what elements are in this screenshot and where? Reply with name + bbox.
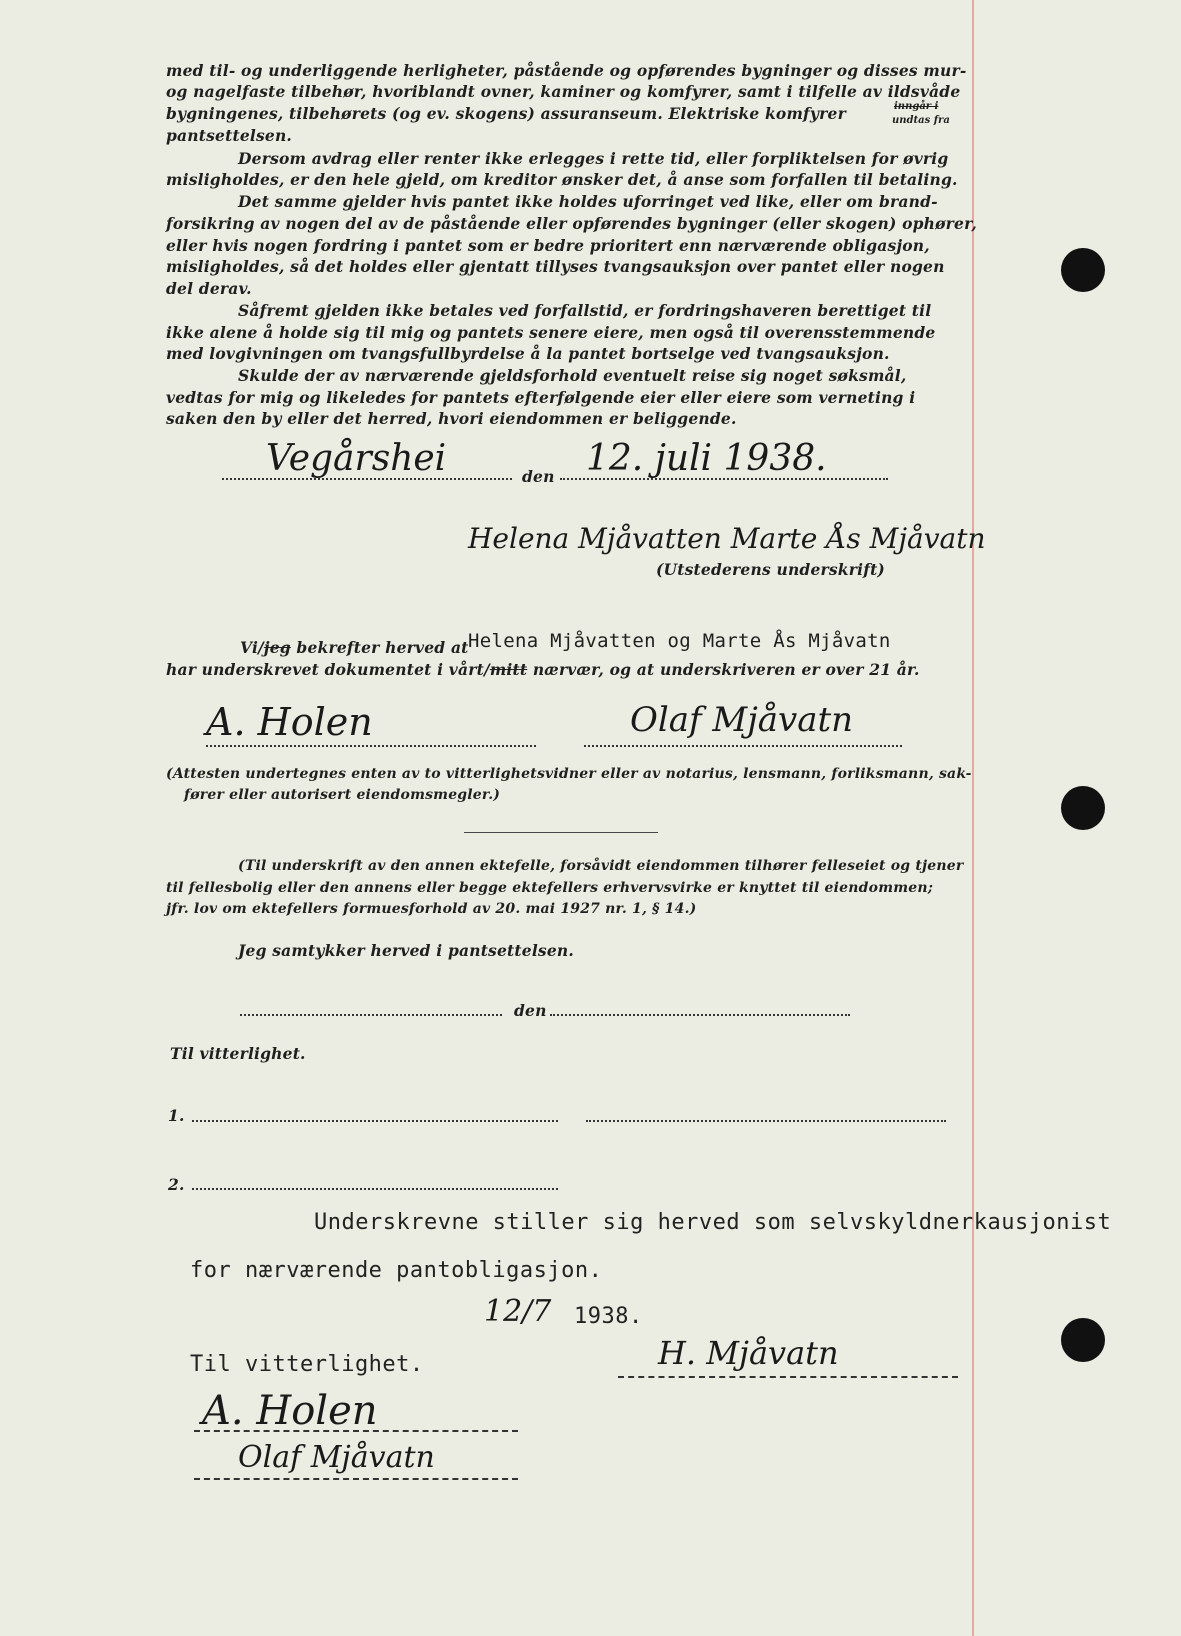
consent-line-date <box>550 1014 850 1016</box>
place-handwritten: Vegårshei <box>266 438 447 479</box>
witness-number-1: 1. <box>168 1106 185 1125</box>
vi-label: Vi/ <box>240 638 264 657</box>
margin-note-struck: inngår i <box>894 101 939 112</box>
jeg-struck: jeg <box>263 638 291 657</box>
body-line: med lovgivningen om tvangsfullbyrdelse å la pantet bortselge ved tvangsauksjon. <box>166 344 890 363</box>
body-line: bygningenes, tilbehørets (og ev. skogens) assuranseum. Elektriske komfyrer <box>166 104 846 123</box>
confirmation-text: bekrefter herved at <box>290 638 469 657</box>
body-line: med til- og underliggende herligheter, påstående og opførendes bygninger og disses mur- <box>166 61 967 80</box>
punch-hole <box>1061 1318 1105 1362</box>
issuer-caption: (Utstederens underskrift) <box>656 560 885 579</box>
body-line: Det samme gjelder hvis pantet ikke holdes uforringet ved like, eller om brand- <box>238 192 938 211</box>
body-line: Dersom avdrag eller renter ikke erlegges i rette tid, eller forpliktelsen for øvrig <box>238 149 949 168</box>
typed-names: Helena Mjåvatten og Marte Ås Mjåvatn <box>468 630 891 652</box>
guarantor-line-2: for nærværende pantobligasjon. <box>190 1258 603 1283</box>
guarantor-signature: H. Mjåvatn <box>658 1334 839 1372</box>
body-line: del derav. <box>166 279 252 298</box>
guarantor-date-handwritten: 12/7 <box>484 1294 552 1329</box>
guarantor-witness-2: Olaf Mjåvatn <box>238 1440 435 1475</box>
attest-note-line: fører eller autorisert eiendomsmegler.) <box>184 787 501 803</box>
body-line: saken den by eller det herred, hvori eiendommen er beliggende. <box>166 409 737 428</box>
body-line: eller hvis nogen fordring i pantet som er bedre prioritert enn nærværende obligasjon, <box>166 236 930 255</box>
attest-note-line: (Attesten undertegnes enten av to vitterlighetsvidner eller av notarius, lensmann, forliksmann, sak- <box>166 766 972 782</box>
mitt-struck: mitt <box>489 660 528 679</box>
witness-line-2 <box>192 1188 558 1190</box>
witness-line-right <box>584 745 902 747</box>
guarantor-witness-line-1 <box>194 1430 518 1432</box>
guarantor-witness-line-2 <box>194 1478 518 1480</box>
guarantor-witness-1: A. Holen <box>202 1388 378 1434</box>
body-line: misligholdes, er den hele gjeld, om kreditor ønsker det, å anse som forfallen til betaling. <box>166 170 958 189</box>
body-line: Såfremt gjelden ikke betales ved forfallstid, er fordringshaveren berettiget til <box>238 301 932 320</box>
witness-line-1a <box>192 1120 558 1122</box>
punch-hole <box>1061 248 1105 292</box>
guarantor-line-1: Underskrevne stiller sig herved som selvskyldnerkausjonist <box>314 1210 1112 1235</box>
witness-line-left <box>206 745 536 747</box>
witness-line-1b <box>586 1120 946 1122</box>
witness-signature-left: A. Holen <box>206 700 373 744</box>
guarantor-witness-label: Til vitterlighet. <box>190 1352 424 1377</box>
consent-den-label: den <box>514 1001 547 1020</box>
body-line: pantsettelsen. <box>166 126 293 145</box>
confirmation-line-2: har underskrevet dokumentet i vårt/mitt nærvær, og at underskriveren er over 21 år. <box>166 660 920 679</box>
guarantor-year: 1938. <box>574 1304 643 1329</box>
consent-line-place <box>240 1014 502 1016</box>
separator-rule <box>464 832 658 833</box>
date-line <box>560 478 888 480</box>
den-label: den <box>522 467 555 486</box>
body-line: Skulde der av nærværende gjeldsforhold eventuelt reise sig noget søksmål, <box>238 366 907 385</box>
margin-line <box>972 0 974 1636</box>
body-line: vedtas for mig og likeledes for pantets efterfølgende eier eller eiere som verneting i <box>166 388 916 407</box>
witness-number-2: 2. <box>168 1175 185 1194</box>
spouse-note-line: til fellesbolig eller den annens eller begge ektefellers erhvervsvirke er knyttet til eiendommen; <box>166 880 934 896</box>
margin-note-replacement: undtas fra <box>892 115 950 126</box>
guarantor-signature-line <box>618 1376 958 1378</box>
witness-section-label: Til vitterlighet. <box>170 1044 306 1063</box>
issuer-signatures: Helena Mjåvatten Marte Ås Mjåvatn <box>468 522 986 555</box>
body-line: og nagelfaste tilbehør, hvoriblandt ovner, kaminer og komfyrer, samt i tilfelle av ildsvåde <box>166 82 961 101</box>
body-line: misligholdes, så det holdes eller gjentatt tillyses tvangsauksjon over pantet eller nogen <box>166 257 945 276</box>
confirmation-line-1 <box>240 637 469 658</box>
place-line <box>222 478 512 480</box>
witness-signature-right: Olaf Mjåvatn <box>630 700 854 740</box>
body-line: forsikring av nogen del av de påstående eller opførendes bygninger (eller skogen) ophører, <box>166 214 977 233</box>
date-handwritten: 12. juli 1938. <box>586 438 827 479</box>
punch-hole <box>1061 786 1105 830</box>
consent-text: Jeg samtykker herved i pantsettelsen. <box>238 941 574 960</box>
spouse-note-line: (Til underskrift av den annen ektefelle, forsåvidt eiendommen tilhører felleseiet og tjener <box>238 858 964 874</box>
body-line: ikke alene å holde sig til mig og pantets senere eiere, men også til overensstemmende <box>166 323 936 342</box>
spouse-note-line: jfr. lov om ektefellers formuesforhold av 20. mai 1927 nr. 1, § 14.) <box>166 901 697 917</box>
